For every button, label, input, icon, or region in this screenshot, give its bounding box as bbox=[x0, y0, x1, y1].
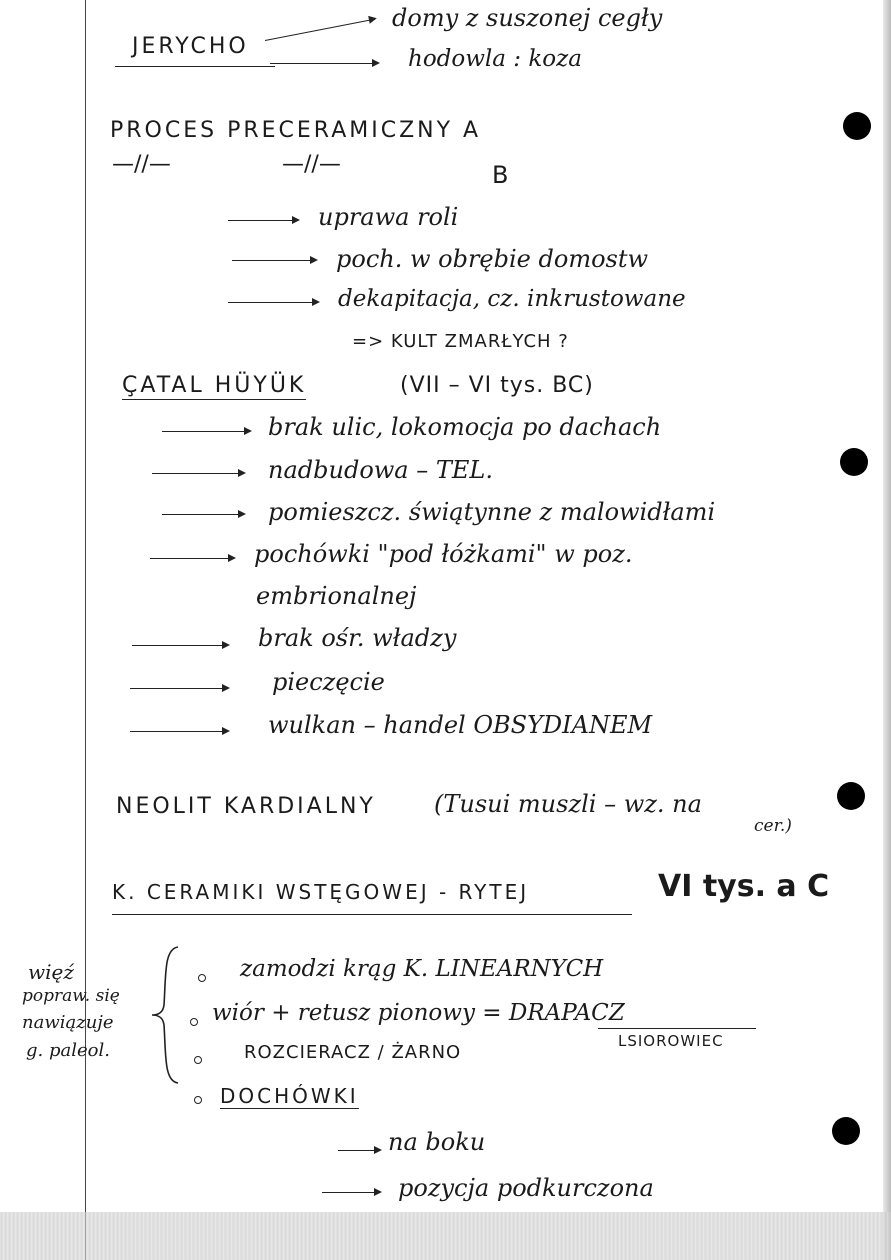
ceramika-period: VI tys. a C bbox=[658, 869, 830, 904]
arrow-icon bbox=[162, 514, 244, 515]
curly-brace-icon bbox=[150, 945, 180, 1085]
catal-item: brak ulic, lokomocja po dachach bbox=[268, 413, 662, 441]
ceramika-item: ROZCIERACZ / ŻARNO bbox=[244, 1042, 462, 1063]
catal-item: nadbudowa – TEL. bbox=[268, 456, 493, 484]
catal-item: embrionalnej bbox=[256, 582, 417, 610]
catal-title: ÇATAL HÜYÜK bbox=[122, 373, 307, 398]
side-note: nawiązuje bbox=[22, 1012, 114, 1033]
page-edge bbox=[883, 0, 891, 1260]
ditto-mark: —//— bbox=[112, 152, 171, 177]
neolit-note: (Tusui muszli – wz. na bbox=[434, 790, 702, 818]
drapacz-fraction bbox=[598, 1028, 756, 1029]
jerycho-underline bbox=[115, 66, 275, 67]
binder-hole bbox=[843, 112, 871, 140]
arrow-icon bbox=[270, 63, 378, 64]
ditto-mark: —//— bbox=[282, 152, 341, 177]
bullet-icon bbox=[194, 1096, 202, 1104]
kult-zmarlych: => KULT ZMARŁYCH ? bbox=[352, 331, 569, 352]
margin-line bbox=[85, 0, 86, 1260]
ceramika-underline bbox=[112, 914, 632, 915]
bullet-icon bbox=[190, 1018, 198, 1026]
ceramika-item: DOCHÓWKI bbox=[220, 1084, 359, 1108]
arrow-icon bbox=[130, 688, 228, 689]
binder-hole bbox=[840, 448, 868, 476]
bullet-icon bbox=[198, 974, 206, 982]
arrow-icon bbox=[265, 19, 375, 41]
neolit-title: NEOLIT KARDIALNY bbox=[116, 794, 376, 819]
catal-dates: (VII – VI tys. BC) bbox=[400, 373, 594, 398]
catal-item: brak ośr. władzy bbox=[258, 624, 457, 652]
side-note: więź bbox=[28, 960, 74, 984]
dochowki-item: pozycja podkurczona bbox=[398, 1174, 654, 1202]
side-note: g. paleol. bbox=[26, 1040, 110, 1061]
scan-shadow bbox=[0, 1212, 891, 1260]
proces-item: dekapitacja, cz. inkrustowane bbox=[338, 286, 686, 312]
binder-hole bbox=[837, 782, 865, 810]
ceramika-item: zamodzi krąg K. LINEARNYCH bbox=[240, 956, 604, 982]
dochowki-item: na boku bbox=[388, 1128, 486, 1156]
jerycho-line1: domy z suszonej cegły bbox=[392, 4, 663, 32]
arrow-icon bbox=[162, 431, 250, 432]
arrow-icon bbox=[338, 1150, 380, 1151]
proces-b: B bbox=[492, 161, 509, 189]
arrow-icon bbox=[322, 1192, 380, 1193]
ceramika-item: wiór + retusz pionowy = DRAPACZ bbox=[212, 1000, 625, 1026]
arrow-icon bbox=[130, 731, 228, 732]
catal-item: pomieszcz. świątynne z malowidłami bbox=[268, 498, 716, 526]
arrow-icon bbox=[132, 645, 228, 646]
catal-item: pieczęcie bbox=[272, 668, 385, 696]
bullet-icon bbox=[194, 1056, 202, 1064]
proces-item: poch. w obrębie domostw bbox=[336, 245, 649, 273]
jerycho-line2: hodowla : koza bbox=[408, 46, 582, 72]
side-note: popraw. się bbox=[22, 986, 120, 1006]
arrow-icon bbox=[232, 260, 316, 261]
drapacz-sub: LSIOROWIEC bbox=[618, 1032, 724, 1050]
neolit-note2: cer.) bbox=[754, 816, 792, 836]
arrow-icon bbox=[152, 473, 244, 474]
arrow-icon bbox=[228, 220, 298, 221]
binder-hole bbox=[832, 1117, 860, 1145]
arrow-icon bbox=[150, 558, 234, 559]
ceramika-title: K. CERAMIKI WSTĘGOWEJ - RYTEJ bbox=[112, 880, 530, 904]
catal-item: wulkan – handel OBSYDIANEM bbox=[268, 711, 653, 739]
proces-title: PROCES PRECERAMICZNY A bbox=[110, 118, 482, 143]
catal-item: pochówki "pod łóżkami" w poz. bbox=[254, 540, 633, 568]
proces-item: uprawa roli bbox=[318, 203, 459, 231]
jerycho-label: JERYCHO bbox=[132, 34, 249, 59]
arrow-icon bbox=[228, 302, 318, 303]
